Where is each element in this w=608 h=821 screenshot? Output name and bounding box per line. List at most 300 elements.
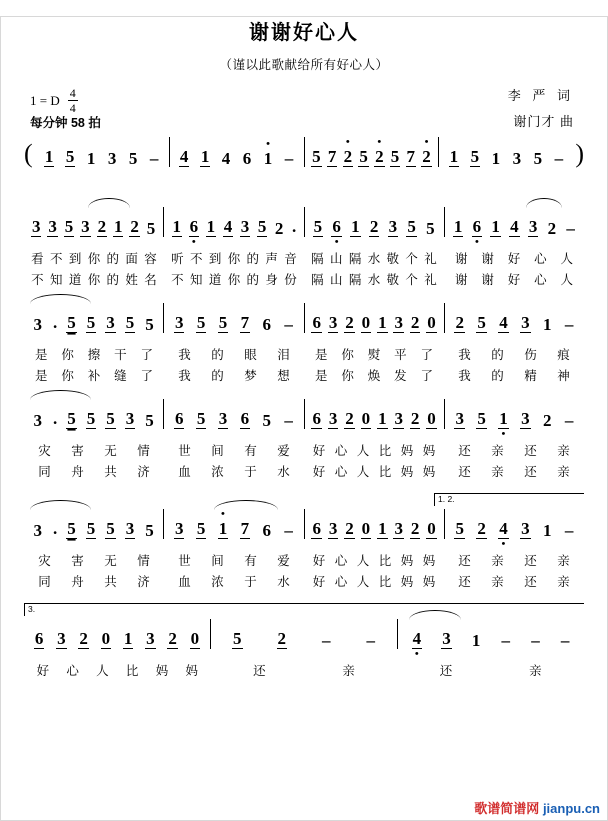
close-paren: ) (575, 139, 585, 168)
note: 7 (327, 147, 337, 166)
lyric-measure (444, 345, 584, 362)
lyric-char: 间 (211, 554, 224, 568)
note: 1 (449, 147, 459, 166)
lyric-line-2 (24, 572, 584, 589)
lyric-measure (304, 345, 444, 362)
lyric-measure (24, 661, 211, 678)
time-signature-denominator: 4 (69, 101, 76, 115)
lyric-char: 隔 (311, 273, 324, 287)
lyric-measure (304, 249, 444, 266)
key-signature (30, 87, 78, 114)
note: – (564, 315, 574, 334)
note: 0 (190, 629, 200, 648)
augmentation-dot: . (53, 519, 58, 538)
note: • 2 (343, 148, 354, 167)
lyric-char: 谢 (454, 273, 468, 287)
lyric-char: 人 (356, 554, 370, 568)
measure (24, 619, 210, 649)
time-signature (68, 87, 78, 114)
note: 1 (378, 409, 387, 428)
note: 3 (455, 409, 464, 428)
measure (444, 303, 584, 333)
lyric-char: 是 (34, 348, 48, 362)
lyric-char: 我 (458, 369, 471, 383)
note: 6 • (472, 218, 483, 237)
note: 3 (81, 217, 90, 236)
note: 5 (477, 409, 486, 428)
note: – (149, 149, 159, 168)
measure (24, 509, 163, 539)
lyric-char: 水 (277, 575, 290, 589)
slur (30, 500, 91, 510)
lyric-char: 的 (246, 273, 260, 287)
note: 6 • (331, 218, 342, 237)
lyric-char: 山 (330, 273, 343, 287)
note: • 2 (374, 148, 385, 167)
music-system-4 (24, 495, 584, 605)
measure (304, 207, 444, 237)
lyric-char: 间 (211, 444, 224, 458)
lyric-measure (24, 270, 164, 287)
lyric-measure (304, 572, 444, 589)
lyric-char: 情 (137, 554, 150, 568)
lyric-char: 熨 (367, 348, 381, 362)
notes-row (24, 303, 584, 333)
lyric-char: 亲 (557, 465, 570, 479)
subtitle: （谨以此歌献给所有好心人） (219, 58, 389, 72)
note: 1 (542, 521, 552, 540)
note: 6 (240, 409, 250, 428)
tempo-marking: 每分钟 58 拍 (30, 116, 101, 130)
music-system-1 (24, 207, 584, 303)
note: 1 (491, 217, 500, 236)
note: 5 (67, 519, 76, 538)
note: 2 (410, 313, 420, 332)
lyric-measure (164, 345, 304, 362)
note: 2 (455, 313, 464, 332)
note: 4 (510, 217, 519, 236)
lyric-char: 妈 (155, 664, 169, 678)
lyric-char: 妈 (400, 465, 414, 479)
measure (397, 619, 584, 649)
note: 3 (394, 313, 403, 332)
lyric-char: 还 (458, 465, 471, 479)
music-system-3 (24, 399, 584, 495)
note: 5 (257, 217, 267, 236)
note: 3 (107, 149, 117, 168)
notes-row (24, 137, 584, 167)
lyric-char: 山 (330, 252, 343, 266)
volta-bracket-3: 3. (24, 603, 584, 616)
lyric-char: 灾 (38, 554, 51, 568)
note: 0 (361, 313, 371, 332)
lyric-line-2 (24, 462, 584, 479)
lyric-char: 亲 (491, 554, 504, 568)
watermark-site-cn: 歌谱简谱网 (474, 801, 540, 816)
page-title: 谢谢好心人 (249, 22, 359, 44)
lyric-char: 还 (253, 664, 266, 678)
note: 0 (361, 409, 371, 428)
note: 0 (427, 313, 436, 332)
lyric-char: 比 (125, 664, 139, 678)
lyric-char: 共 (104, 465, 117, 479)
note: 0 (427, 409, 436, 428)
lyric-char: 灾 (38, 444, 51, 458)
lyric-char: 妈 (400, 575, 414, 589)
notes-row (24, 509, 584, 539)
lyric-char: 浓 (211, 575, 224, 589)
lyric-char: 好 (312, 444, 326, 458)
note: 0 (101, 629, 111, 648)
lyric-char: 是 (314, 348, 328, 362)
lyric-line-2 (24, 366, 584, 383)
watermark (474, 798, 600, 817)
note: 5 (145, 315, 154, 334)
lyric-char: 平 (394, 348, 407, 362)
note: 1 • (498, 410, 509, 429)
lyric-char: 还 (524, 444, 537, 458)
lyric-char: 爱 (277, 554, 290, 568)
lyric-char: 还 (524, 554, 537, 568)
note: 3 (33, 315, 42, 334)
lyric-char: 知 (190, 273, 203, 287)
lyric-char: 是 (314, 369, 328, 383)
open-paren: ( (24, 139, 33, 168)
note: 6 (34, 629, 44, 648)
note: 4 (221, 149, 231, 168)
note: – (366, 631, 375, 650)
notes-row (24, 399, 584, 429)
lyric-char: 同 (38, 575, 51, 589)
note: 3 (174, 519, 184, 538)
note: – (501, 631, 511, 650)
augmentation-dot: . (53, 409, 58, 428)
note: 5 (233, 629, 242, 648)
lyric-char: 浓 (211, 465, 224, 479)
sheet-music-page (0, 16, 608, 821)
lyricist-credit: 李 严 词 (507, 88, 574, 103)
lyric-char: 是 (34, 369, 48, 383)
note: 5 (65, 147, 75, 166)
lyric-measure (444, 572, 584, 589)
lyric-measure (164, 551, 304, 568)
lyrics-block (24, 249, 584, 287)
lyric-char: 礼 (424, 252, 437, 266)
lyric-char: 好 (507, 273, 521, 287)
lyric-char: 隔 (348, 252, 362, 266)
note: 6 (312, 313, 321, 332)
note: • 1 (218, 520, 229, 539)
lyric-measure (24, 441, 164, 458)
lyric-char: 情 (137, 444, 150, 458)
measure (304, 509, 444, 539)
time-signature-numerator: 4 (69, 86, 76, 100)
lyric-char: 好 (312, 554, 326, 568)
lyric-char: 还 (524, 575, 537, 589)
lyric-char: 我 (178, 348, 191, 362)
note: 1 (172, 217, 182, 236)
lyric-char: 你 (227, 252, 241, 266)
note: 1 (44, 147, 54, 166)
lyric-char: 爱 (277, 444, 290, 458)
lyric-line-1 (24, 661, 584, 678)
note: 2 (477, 519, 486, 538)
lyric-char: 知 (50, 273, 63, 287)
note: – (284, 411, 293, 430)
lyric-char: 发 (394, 369, 407, 383)
lyric-char: 补 (87, 369, 101, 383)
note: 2 (345, 409, 354, 428)
note: – (322, 631, 331, 650)
note: 5 (106, 519, 115, 538)
note: 3 (442, 629, 451, 648)
lyric-char: 人 (560, 273, 574, 287)
measure (444, 509, 584, 539)
lyric-char: 到 (208, 252, 222, 266)
lyric-char: 于 (244, 465, 257, 479)
lyric-char: 敬 (386, 273, 400, 287)
lyric-char: 个 (405, 273, 418, 287)
lyric-measure (164, 249, 304, 266)
lyric-char: 的 (211, 369, 224, 383)
note: 5 (359, 147, 368, 166)
lyric-line-1 (24, 551, 584, 568)
lyric-measure (164, 366, 304, 383)
note: – (566, 219, 575, 238)
note: 0 (427, 519, 436, 538)
lyric-char: 于 (244, 575, 257, 589)
note: 5 (86, 409, 96, 428)
lyric-char: 缝 (114, 369, 127, 383)
note: 5 (67, 313, 76, 332)
measure (35, 137, 169, 167)
measure (444, 399, 584, 429)
measure (210, 619, 397, 649)
lyric-char: 妈 (185, 664, 198, 678)
note: 3 (240, 217, 250, 236)
lyrics-block (24, 345, 584, 383)
lyric-char: 好 (312, 575, 326, 589)
lyric-measure (444, 270, 584, 287)
note: 2 (547, 219, 557, 238)
note: 1 (206, 217, 216, 236)
measure (304, 137, 439, 167)
lyric-char: 不 (31, 273, 44, 287)
note: 4 (499, 313, 508, 332)
lyric-char: 妈 (422, 554, 436, 568)
lyric-char: 水 (367, 273, 381, 287)
composer-credit: 谢门才 曲 (513, 114, 574, 129)
augmentation-dot: . (291, 217, 297, 236)
lyric-char: 血 (178, 465, 191, 479)
note: 1 (491, 149, 501, 168)
lyric-char: 身 (265, 273, 278, 287)
note: – (564, 411, 574, 430)
lyrics-block (24, 441, 584, 479)
lyric-char: 妈 (422, 444, 436, 458)
note: 3 (394, 519, 403, 538)
lyric-measure (304, 366, 444, 383)
note: 2 (274, 219, 284, 238)
lyric-char: 世 (178, 444, 191, 458)
note: 3 (57, 629, 66, 648)
lyric-char: 人 (560, 252, 574, 266)
note: 5 (390, 147, 400, 166)
lyric-char: 不 (50, 252, 63, 266)
lyric-char: 舟 (71, 465, 84, 479)
lyric-char: 亲 (342, 664, 355, 678)
lyric-char: 隔 (311, 252, 324, 266)
lyric-char: 好 (312, 465, 326, 479)
lyric-char: 好 (36, 664, 50, 678)
lyric-char: 亲 (557, 575, 570, 589)
note: 3 (33, 411, 42, 430)
lyric-measure (304, 551, 444, 568)
note: 1 (542, 315, 552, 334)
lyric-char: 心 (534, 273, 547, 287)
lyric-measure (24, 551, 164, 568)
note: 2 (369, 217, 379, 236)
lyric-char: 亲 (491, 575, 504, 589)
note: 1 (86, 149, 96, 168)
note: 4 (179, 147, 189, 166)
lyric-char: 人 (356, 465, 370, 479)
note: 2 (345, 313, 354, 332)
lyric-line-1 (24, 249, 584, 266)
lyric-char: 还 (458, 575, 471, 589)
measure (163, 207, 303, 237)
measure (24, 207, 163, 237)
lyric-char: 精 (524, 369, 537, 383)
lyric-char: 声 (265, 252, 278, 266)
note: 3 (106, 313, 115, 332)
lyric-measure (164, 462, 304, 479)
lyric-measure (444, 249, 584, 266)
lyric-char: 了 (420, 348, 434, 362)
music-system-5 (24, 605, 584, 699)
measure (444, 207, 584, 237)
note: 5 (67, 409, 76, 428)
note: • 1 (263, 150, 274, 167)
note: 5 (146, 219, 156, 238)
note: 1 (471, 631, 481, 650)
lyric-char: 我 (178, 369, 191, 383)
lyric-char: 心 (534, 252, 547, 266)
notes-row (24, 619, 584, 649)
lyric-measure (444, 441, 584, 458)
lyric-char: 还 (524, 465, 537, 479)
note: – (554, 149, 564, 168)
note: 1 (113, 217, 123, 236)
lyric-measure (211, 661, 398, 678)
measure (169, 137, 304, 167)
lyric-char: 亲 (529, 664, 542, 678)
note: 5 (196, 313, 206, 332)
lyric-char: 妈 (400, 554, 414, 568)
lyric-char: 面 (125, 252, 138, 266)
lyric-char: 焕 (367, 369, 381, 383)
lyric-char: 敬 (386, 252, 400, 266)
lyric-char: 亲 (557, 554, 570, 568)
lyric-char: 份 (284, 273, 297, 287)
note: 7 (240, 313, 250, 332)
lyric-line-1 (24, 441, 584, 458)
lyric-measure (24, 249, 164, 266)
note: 3 (146, 629, 155, 648)
watermark-site-en: jianpu.cn (542, 801, 600, 816)
lyric-char: 礼 (424, 273, 437, 287)
lyric-char: 音 (284, 252, 297, 266)
lyric-char: 梦 (244, 369, 257, 383)
note: 5 (455, 519, 464, 538)
note: – (564, 521, 574, 540)
lyric-measure (24, 366, 164, 383)
lyric-char: 心 (334, 575, 348, 589)
lyric-char: 比 (378, 575, 392, 589)
lyric-char: 隔 (348, 273, 362, 287)
note: 3 (33, 521, 42, 540)
lyric-char: 想 (277, 369, 290, 383)
lyric-char: 你 (341, 348, 354, 362)
lyric-char: 心 (334, 465, 348, 479)
note: 3 (394, 409, 403, 428)
lyric-char: 看 (31, 252, 44, 266)
lyric-char: 人 (96, 664, 109, 678)
note: 6 (262, 521, 271, 540)
lyric-char: 姓 (125, 273, 138, 287)
note: 5 (262, 411, 271, 430)
lyric-char: 人 (356, 575, 370, 589)
note: 6 (242, 149, 252, 168)
note: 6 (312, 409, 321, 428)
note: 3 (328, 519, 338, 538)
lyric-char: 还 (458, 554, 471, 568)
lyric-char: 干 (114, 348, 127, 362)
note: 3 (48, 217, 57, 236)
note: 7 (406, 147, 416, 166)
lyric-measure (397, 661, 584, 678)
lyric-char: 听 (171, 252, 184, 266)
note: 5 (533, 149, 543, 168)
note: 1 (351, 217, 360, 236)
note: 3 (512, 149, 522, 168)
note: 5 (218, 313, 228, 332)
note: 5 (470, 147, 480, 166)
note: 5 (145, 521, 154, 540)
lyric-char: 到 (68, 252, 82, 266)
lyrics-block (24, 661, 584, 678)
lyric-char: 的 (491, 348, 504, 362)
lyric-char: 亲 (557, 444, 570, 458)
lyric-measure (444, 551, 584, 568)
lyric-char: 泪 (277, 348, 290, 362)
music-system-2 (24, 303, 584, 399)
note: 4 • (498, 520, 509, 539)
lyric-char: 了 (140, 369, 154, 383)
lyric-char: 的 (246, 252, 260, 266)
note: 7 (240, 519, 250, 538)
lyric-line-1 (24, 345, 584, 362)
lyric-char: 的 (106, 252, 120, 266)
lyric-measure (24, 462, 164, 479)
measure (304, 399, 444, 429)
note: 2 (345, 519, 354, 538)
note: 5 (196, 409, 206, 428)
lyric-measure (24, 572, 164, 589)
lyric-char: 你 (341, 369, 354, 383)
note: 6 (262, 315, 271, 334)
lyric-char: 谢 (481, 252, 494, 266)
